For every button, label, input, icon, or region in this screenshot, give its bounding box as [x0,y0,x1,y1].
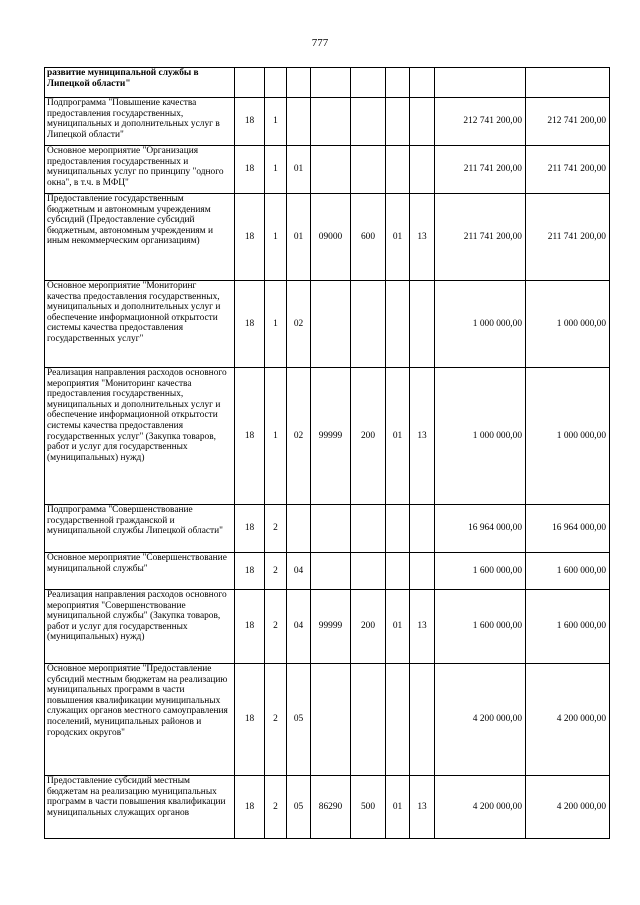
cell-expense-type [351,505,386,553]
cell-expense-type: 500 [351,776,386,839]
cell-section [386,505,410,553]
cell-expense-type: 200 [351,368,386,505]
cell-item-name: Основное мероприятие "Предоставление субсидий местным бюджетам на реализацию муниципальных программ в части повышения квалификации муниципальных служащих органов местного самоуправления поселений, муниципальных районов и городских округов" [45,664,235,776]
table-row [45,776,610,839]
cell-activity-code: 04 [287,590,311,664]
cell-activity-code: 01 [287,194,311,281]
cell-item-name: Предоставление субсидий местным бюджетам на реализацию муниципальных программ в части повышения квалификации муниципальных служащих органов [45,776,235,839]
cell-direction-code [311,505,351,553]
cell-expense-type [351,68,386,98]
cell-item-name: Подпрограмма "Повышение качества предоставления государственных, муниципальных и дополнительных услуг в Липецкой области" [45,98,235,146]
cell-expense-type [351,553,386,590]
cell-section: 01 [386,194,410,281]
cell-section: 01 [386,368,410,505]
cell-ministry-code: 18 [235,505,265,553]
table-row [45,194,610,281]
cell-direction-code [311,98,351,146]
cell-program-code: 1 [265,146,287,194]
cell-program-code: 2 [265,505,287,553]
cell-subsection [410,146,435,194]
cell-amount-1: 16 964 000,00 [435,505,526,553]
cell-activity-code: 01 [287,146,311,194]
cell-activity-code [287,505,311,553]
cell-amount-1: 211 741 200,00 [435,194,526,281]
cell-program-code [265,68,287,98]
table-row [45,281,610,368]
cell-item-name: Основное мероприятие "Мониторинг качества предоставления государственных, муниципальных и дополнительных услуг и обеспечение информационной открытости системы качества предоставления государственных услуг" [45,281,235,368]
table-row [45,368,610,505]
cell-direction-code [311,281,351,368]
cell-direction-code [311,68,351,98]
cell-program-code: 2 [265,553,287,590]
cell-subsection: 13 [410,194,435,281]
cell-section [386,146,410,194]
cell-subsection [410,664,435,776]
cell-subsection [410,98,435,146]
table-row [45,664,610,776]
cell-section: 01 [386,776,410,839]
cell-amount-1: 212 741 200,00 [435,98,526,146]
cell-direction-code: 99999 [311,590,351,664]
table-body [45,68,610,839]
cell-subsection: 13 [410,590,435,664]
cell-amount-2: 1 000 000,00 [526,368,610,505]
cell-subsection [410,281,435,368]
table-row [45,590,610,664]
cell-item-name: Реализация направления расходов основного мероприятия "Совершенствование муниципальной службы" (Закупка товаров, работ и услуг для государственных (муниципальных) нужд) [45,590,235,664]
cell-ministry-code: 18 [235,590,265,664]
cell-direction-code [311,664,351,776]
cell-direction-code [311,553,351,590]
cell-amount-2: 4 200 000,00 [526,664,610,776]
cell-item-name: Основное мероприятие "Совершенствование муниципальной службы" [45,553,235,590]
cell-activity-code: 04 [287,553,311,590]
cell-amount-2: 16 964 000,00 [526,505,610,553]
cell-amount-2: 1 000 000,00 [526,281,610,368]
cell-program-code: 1 [265,368,287,505]
cell-item-name: Реализация направления расходов основного мероприятия "Мониторинг качества предоставления государственных, муниципальных и дополнительных услуг и обеспечение информационной открытости системы качества предоставления государственных услуг" (Закупка товаров, работ и услуг для государственных (муниципальных) нужд) [45,368,235,505]
table-row [45,505,610,553]
cell-section [386,553,410,590]
cell-subsection: 13 [410,776,435,839]
cell-section [386,98,410,146]
cell-item-name: Подпрограмма "Совершенствование государственной гражданской и муниципальной службы Липецкой области" [45,505,235,553]
cell-program-code: 2 [265,776,287,839]
cell-program-code: 1 [265,98,287,146]
cell-amount-1 [435,68,526,98]
cell-expense-type [351,146,386,194]
cell-subsection [410,68,435,98]
cell-direction-code: 99999 [311,368,351,505]
cell-amount-1: 4 200 000,00 [435,664,526,776]
cell-amount-1: 1 000 000,00 [435,281,526,368]
cell-section: 01 [386,590,410,664]
cell-item-name: развитие муниципальной службы в Липецкой области" [45,68,235,98]
cell-section [386,664,410,776]
cell-activity-code: 05 [287,664,311,776]
page-number: 777 [311,37,329,49]
cell-amount-2: 211 741 200,00 [526,146,610,194]
cell-section [386,281,410,368]
cell-direction-code: 86290 [311,776,351,839]
cell-ministry-code: 18 [235,98,265,146]
cell-activity-code: 05 [287,776,311,839]
cell-activity-code: 02 [287,368,311,505]
cell-ministry-code [235,68,265,98]
cell-ministry-code: 18 [235,146,265,194]
budget-table [44,67,610,839]
cell-amount-1: 1 000 000,00 [435,368,526,505]
cell-expense-type: 200 [351,590,386,664]
cell-subsection [410,505,435,553]
cell-amount-1: 1 600 000,00 [435,553,526,590]
table-row [45,98,610,146]
cell-section [386,68,410,98]
cell-amount-1: 4 200 000,00 [435,776,526,839]
cell-direction-code: 09000 [311,194,351,281]
cell-ministry-code: 18 [235,368,265,505]
cell-amount-2: 1 600 000,00 [526,553,610,590]
cell-expense-type [351,281,386,368]
cell-expense-type [351,664,386,776]
cell-item-name: Основное мероприятие "Организация предоставления государственных и муниципальных услуг по принципу "одного окна", в т.ч. в МФЦ" [45,146,235,194]
cell-ministry-code: 18 [235,664,265,776]
cell-program-code: 1 [265,194,287,281]
cell-ministry-code: 18 [235,553,265,590]
cell-amount-2 [526,68,610,98]
cell-subsection: 13 [410,368,435,505]
cell-amount-1: 1 600 000,00 [435,590,526,664]
cell-program-code: 2 [265,590,287,664]
cell-amount-1: 211 741 200,00 [435,146,526,194]
cell-amount-2: 211 741 200,00 [526,194,610,281]
cell-expense-type: 600 [351,194,386,281]
table-row [45,553,610,590]
cell-amount-2: 4 200 000,00 [526,776,610,839]
cell-direction-code [311,146,351,194]
cell-ministry-code: 18 [235,281,265,368]
cell-activity-code: 02 [287,281,311,368]
cell-program-code: 2 [265,664,287,776]
cell-activity-code [287,68,311,98]
cell-amount-2: 1 600 000,00 [526,590,610,664]
table-row [45,146,610,194]
cell-activity-code [287,98,311,146]
cell-program-code: 1 [265,281,287,368]
table-row [45,68,610,98]
cell-item-name: Предоставление государственным бюджетным и автономным учреждениям субсидий (Предоставление субсидий бюджетным, автономным учреждениям и иным некоммерческим организациям) [45,194,235,281]
cell-amount-2: 212 741 200,00 [526,98,610,146]
cell-ministry-code: 18 [235,776,265,839]
cell-ministry-code: 18 [235,194,265,281]
cell-subsection [410,553,435,590]
cell-expense-type [351,98,386,146]
